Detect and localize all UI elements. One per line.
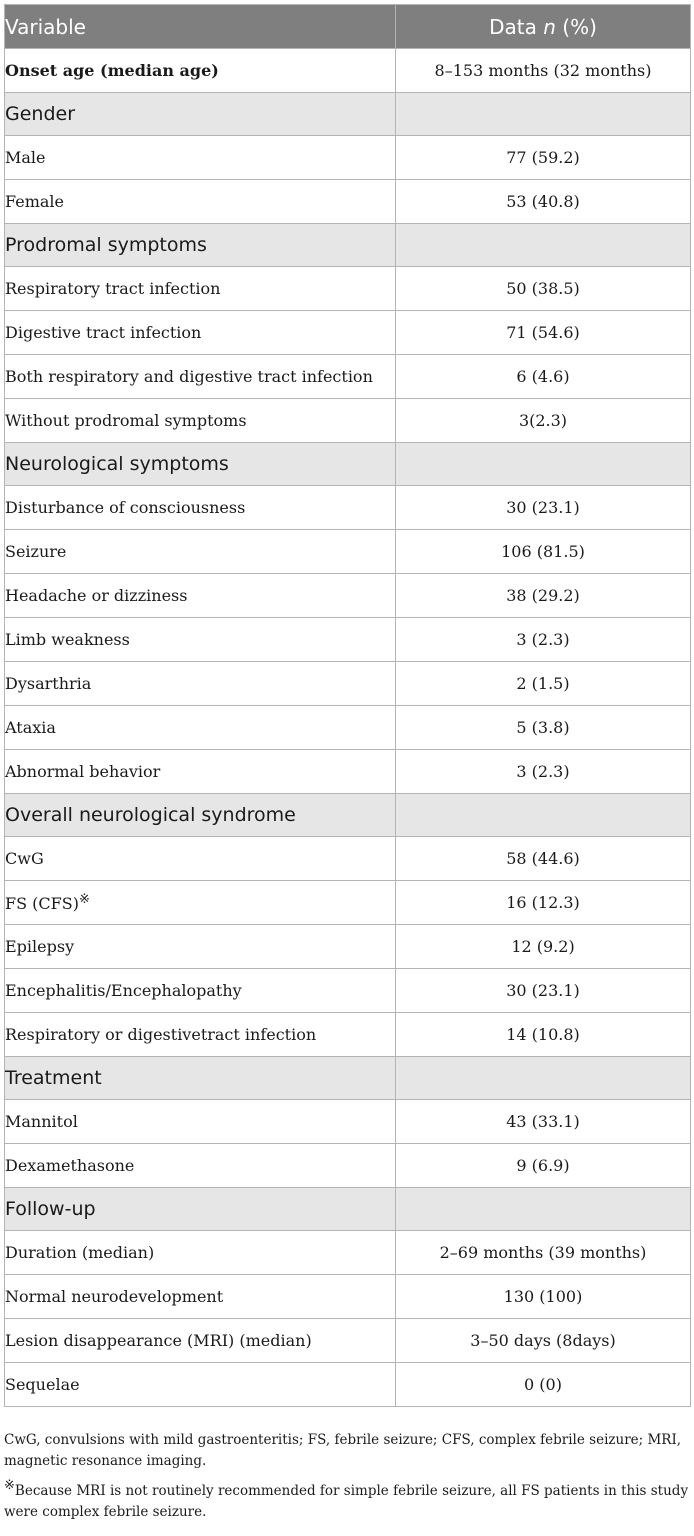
row-value: 3–50 days (8days) <box>396 1319 691 1363</box>
abbreviations-footnote: CwG, convulsions with mild gastroenteritis; FS, febrile seizure; CFS, complex febrile seizure; MRI, magnetic resonance imaging. <box>4 1432 682 1469</box>
row-label: Lesion disappearance (MRI) (median) <box>5 1319 396 1363</box>
row-label: Digestive tract infection <box>5 311 396 355</box>
row-label: Dysarthria <box>5 662 396 706</box>
table-row <box>5 355 691 399</box>
row-label: Seizure <box>5 530 396 574</box>
section-title: Neurological symptoms <box>5 443 396 486</box>
row-value: 16 (12.3) <box>396 881 691 925</box>
fs-label-text: FS (CFS) <box>5 894 79 913</box>
data-header-n: n <box>543 14 556 39</box>
row-value: 106 (81.5) <box>396 530 691 574</box>
row-label: Onset age (median age) <box>5 49 396 93</box>
section-row-follow-up <box>5 1188 691 1231</box>
clinical-characteristics-table <box>4 4 691 1407</box>
row-value: 130 (100) <box>396 1275 691 1319</box>
table-row <box>5 1319 691 1363</box>
row-value: 71 (54.6) <box>396 311 691 355</box>
row-label: Both respiratory and digestive tract infection <box>5 355 396 399</box>
row-label: Abnormal behavior <box>5 750 396 794</box>
table-row <box>5 1144 691 1188</box>
row-value: 53 (40.8) <box>396 180 691 224</box>
table-row <box>5 1013 691 1057</box>
data-header-percent: (%) <box>555 14 597 39</box>
row-label: Encephalitis/Encephalopathy <box>5 969 396 1013</box>
table-row <box>5 1275 691 1319</box>
table-footnotes <box>4 1430 690 1526</box>
row-label: Without prodromal symptoms <box>5 399 396 443</box>
table-row <box>5 530 691 574</box>
row-label: Disturbance of consciousness <box>5 486 396 530</box>
row-value: 3 (2.3) <box>396 618 691 662</box>
row-value: 43 (33.1) <box>396 1100 691 1144</box>
section-row-treatment <box>5 1057 691 1100</box>
row-label: Headache or dizziness <box>5 574 396 618</box>
data-column-header <box>396 5 691 49</box>
section-row-neurological-symptoms <box>5 443 691 486</box>
table-row <box>5 574 691 618</box>
footnote-mark: ※ <box>4 1478 15 1493</box>
table-row <box>5 180 691 224</box>
table-row <box>5 837 691 881</box>
table-row <box>5 925 691 969</box>
mri-footnote <box>4 1475 690 1523</box>
table-row <box>5 399 691 443</box>
row-label: Respiratory or digestivetract infection <box>5 1013 396 1057</box>
row-value: 2 (1.5) <box>396 662 691 706</box>
mri-footnote-text: Because MRI is not routinely recommended for simple febrile seizure, all FS patients in this study were complex febrile seizure. <box>4 1483 689 1520</box>
table-row <box>5 267 691 311</box>
row-label: Dexamethasone <box>5 1144 396 1188</box>
row-label: Duration (median) <box>5 1231 396 1275</box>
section-title: Prodromal symptoms <box>5 224 396 267</box>
row-label: Female <box>5 180 396 224</box>
table-row <box>5 1100 691 1144</box>
table-row <box>5 969 691 1013</box>
row-value: 50 (38.5) <box>396 267 691 311</box>
table-row <box>5 618 691 662</box>
row-value: 77 (59.2) <box>396 136 691 180</box>
table-row <box>5 662 691 706</box>
row-label: Limb weakness <box>5 618 396 662</box>
section-row-gender <box>5 93 691 136</box>
table-row <box>5 706 691 750</box>
row-value: 0 (0) <box>396 1363 691 1407</box>
section-row-prodromal <box>5 224 691 267</box>
table-row <box>5 136 691 180</box>
table-row <box>5 1231 691 1275</box>
row-value: 12 (9.2) <box>396 925 691 969</box>
table-row <box>5 1363 691 1407</box>
row-value: 2–69 months (39 months) <box>396 1231 691 1275</box>
row-value: 6 (4.6) <box>396 355 691 399</box>
row-value: 3(2.3) <box>396 399 691 443</box>
row-label: Normal neurodevelopment <box>5 1275 396 1319</box>
footnote-mark: ※ <box>78 892 90 907</box>
row-label: Ataxia <box>5 706 396 750</box>
table-row <box>5 750 691 794</box>
row-label: Respiratory tract infection <box>5 267 396 311</box>
section-title: Follow-up <box>5 1188 396 1231</box>
table-header-row <box>5 5 691 49</box>
row-value: 58 (44.6) <box>396 837 691 881</box>
table-row <box>5 311 691 355</box>
row-value: 30 (23.1) <box>396 486 691 530</box>
row-label: Epilepsy <box>5 925 396 969</box>
table-row <box>5 49 691 93</box>
section-title: Gender <box>5 93 396 136</box>
section-title: Overall neurological syndrome <box>5 794 396 837</box>
row-value: 5 (3.8) <box>396 706 691 750</box>
data-header-text: Data <box>489 14 544 39</box>
row-value: 38 (29.2) <box>396 574 691 618</box>
variable-column-header: Variable <box>5 5 396 49</box>
row-value: 30 (23.1) <box>396 969 691 1013</box>
section-title: Treatment <box>5 1057 396 1100</box>
row-value: 8–153 months (32 months) <box>396 49 691 93</box>
row-label: Mannitol <box>5 1100 396 1144</box>
row-label: Sequelae <box>5 1363 396 1407</box>
row-value: 3 (2.3) <box>396 750 691 794</box>
table-row <box>5 486 691 530</box>
table-row <box>5 881 691 925</box>
row-label <box>5 881 396 925</box>
row-value: 14 (10.8) <box>396 1013 691 1057</box>
row-label: Male <box>5 136 396 180</box>
row-label: CwG <box>5 837 396 881</box>
section-row-overall-syndrome <box>5 794 691 837</box>
row-value: 9 (6.9) <box>396 1144 691 1188</box>
